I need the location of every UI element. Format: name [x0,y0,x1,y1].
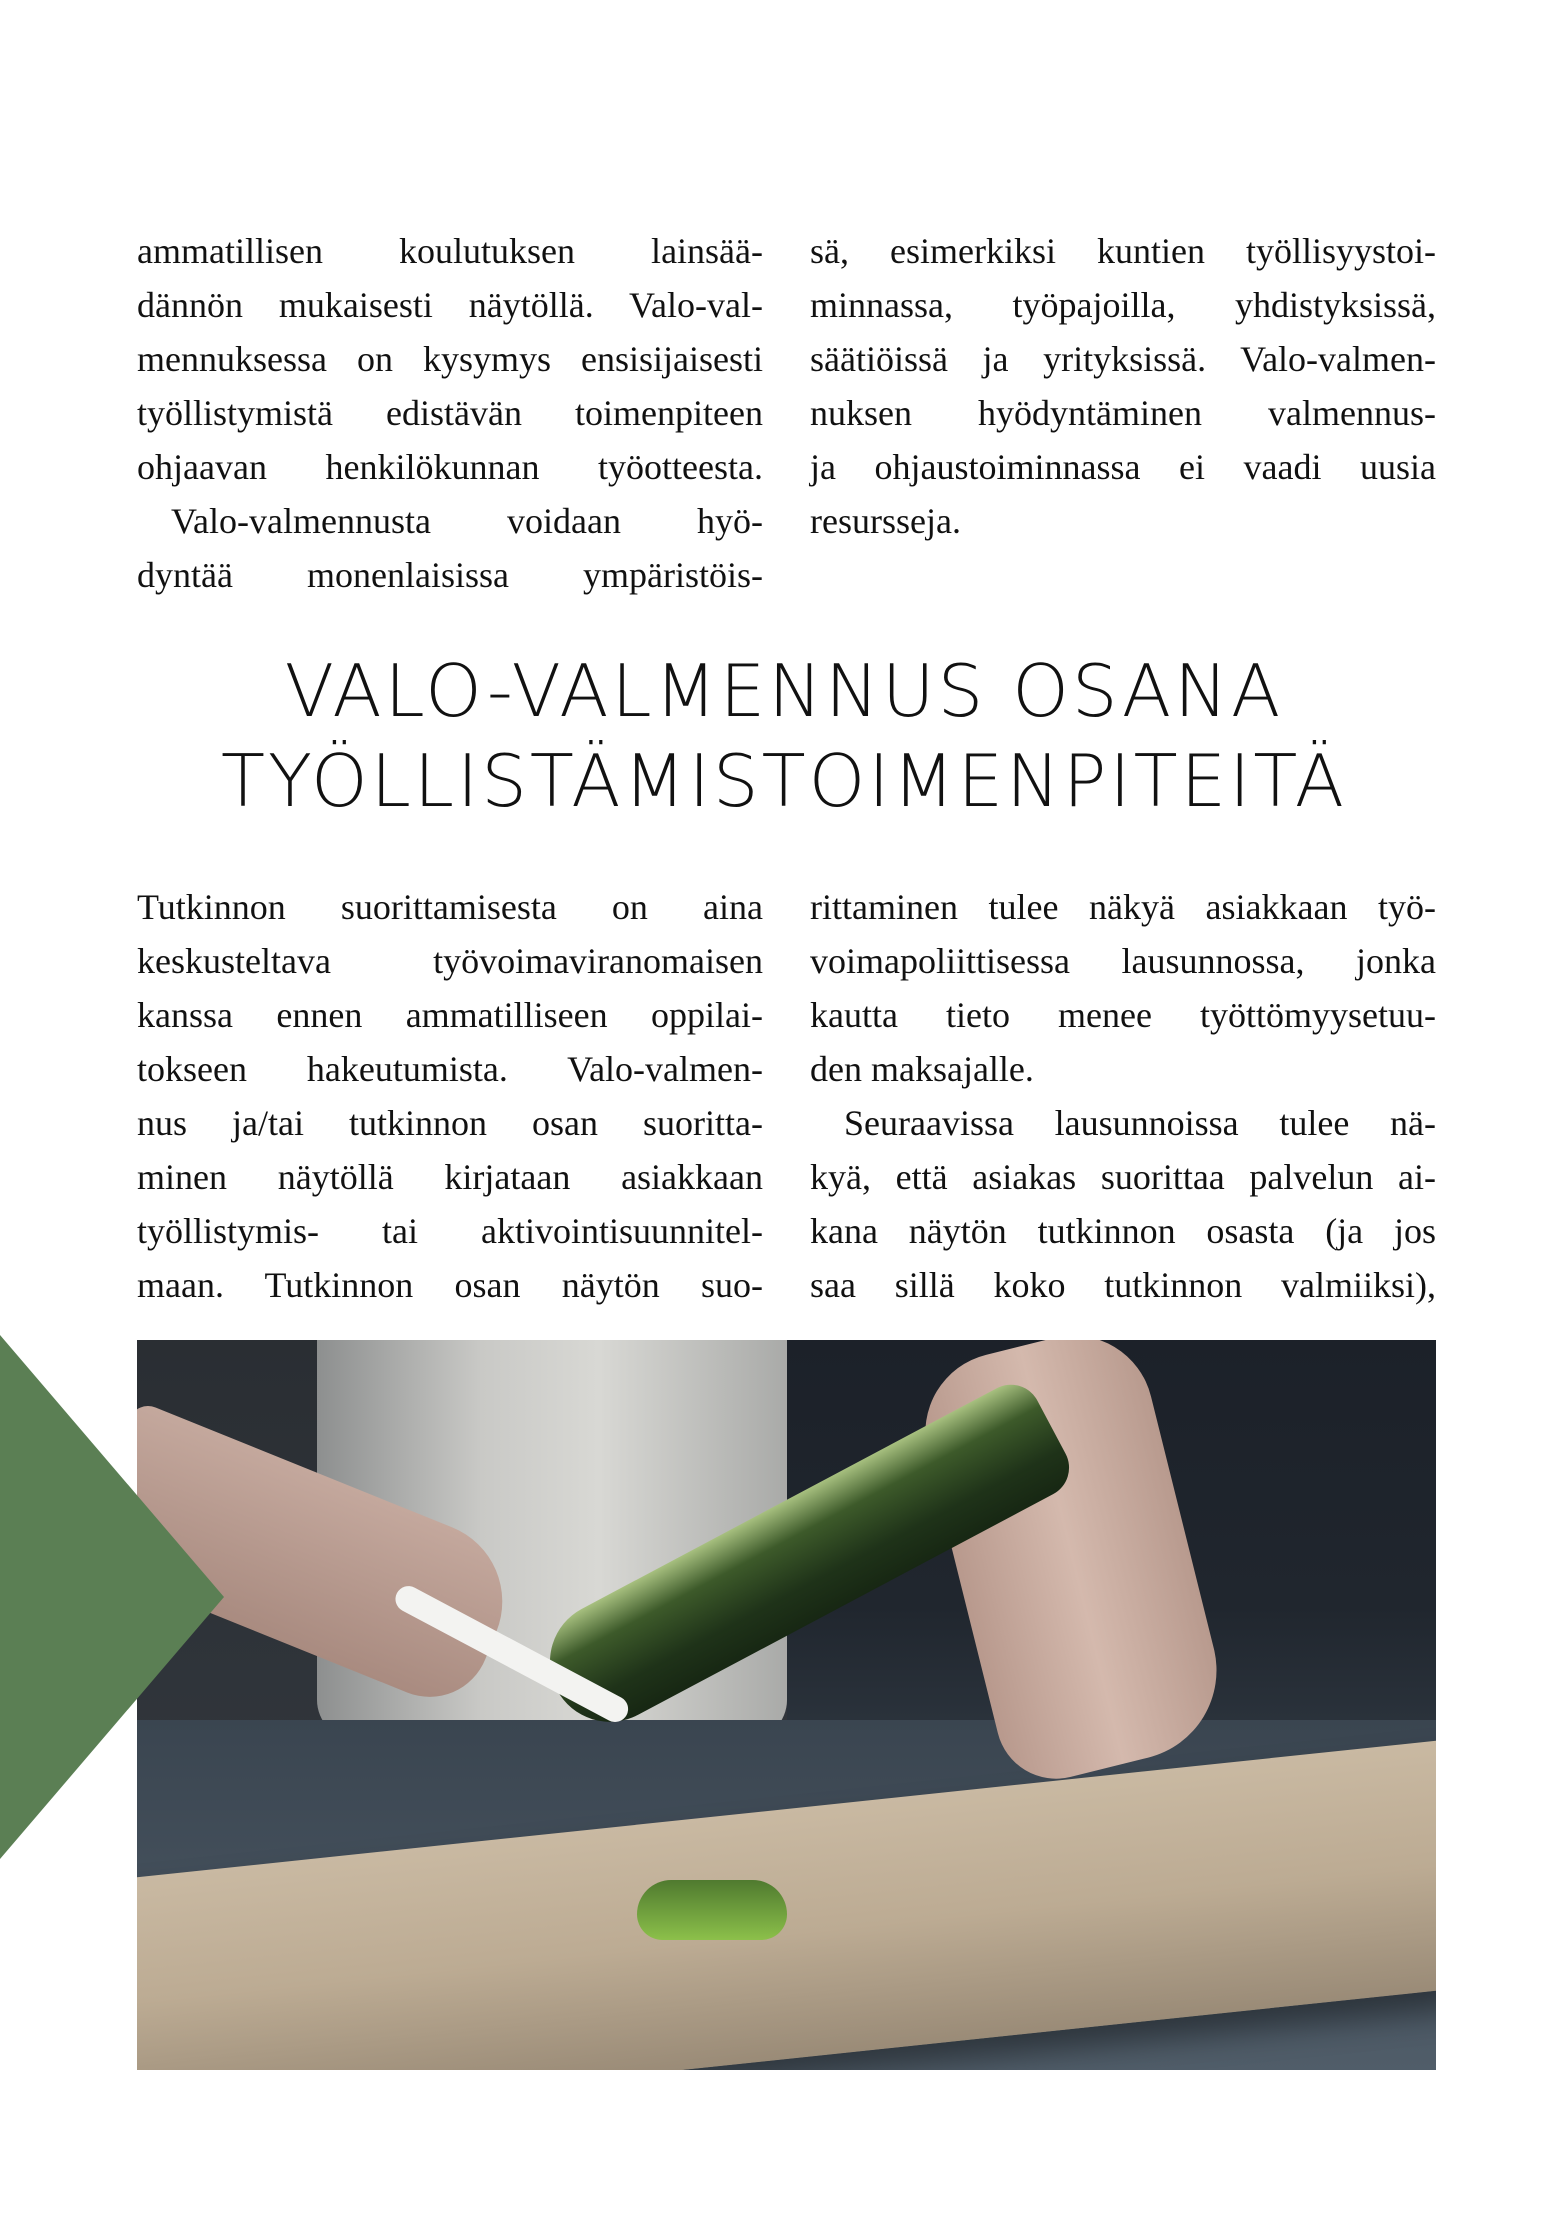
text-line: työllistymis- tai aktivointisuunnitel- [137,1211,763,1251]
text-line: dyntää monenlaisissa ympäristöis- [137,555,763,595]
bottom-right-column [810,880,1436,1312]
bottom-left-column [137,880,763,1312]
text-line: nuksen hyödyntäminen valmennus- [810,393,1436,433]
photo-zucchini-peel [637,1880,787,1940]
text-line: ja ohjaustoiminnassa ei vaadi uusia [810,447,1436,487]
text-line: resursseja. [810,501,961,541]
text-line: nus ja/tai tutkinnon osan suoritta- [137,1103,763,1143]
text-line: kautta tieto menee työttömyysetuu- [810,995,1436,1035]
text-line: maan. Tutkinnon osan näytön suo- [137,1265,763,1305]
text-line: dännön mukaisesti näytöllä. Valo-val- [137,285,763,325]
text-line: saa sillä koko tutkinnon valmiiksi), [810,1265,1436,1305]
text-line: sä, esimerkiksi kuntien työllisyystoi- [810,231,1436,271]
text-line: Tutkinnon suorittamisesta on aina [137,887,763,927]
section-heading [0,646,1568,826]
zucchini-peeling-photo [137,1340,1436,2070]
text-line: Seuraavissa lausunnoissa tulee nä- [844,1103,1436,1143]
text-line: ammatillisen koulutuksen lainsää- [137,231,763,271]
text-line: työllistymistä edistävän toimenpiteen [137,393,763,433]
heading-line-1: VALO-VALMENNUS OSANA [284,649,1284,733]
text-line: tokseen hakeutumista. Valo-valmen- [137,1049,763,1089]
top-right-column [810,224,1436,548]
text-line: rittaminen tulee näkyä asiakkaan työ- [810,887,1436,927]
text-line: kana näytön tutkinnon osasta (ja jos [810,1211,1436,1251]
text-line: den maksajalle. [810,1049,1034,1089]
text-line: keskusteltava työvoimaviranomaisen [137,941,763,981]
text-line: voimapoliittisessa lausunnossa, jonka [810,941,1436,981]
text-line: Valo-valmennusta voidaan hyö- [171,501,763,541]
text-line: kyä, että asiakas suorittaa palvelun ai- [810,1157,1436,1197]
text-line: mennuksessa on kysymys ensisijaisesti [137,339,763,379]
text-line: kanssa ennen ammatilliseen oppilai- [137,995,763,1035]
text-line: ohjaavan henkilökunnan työotteesta. [137,447,763,487]
text-line: minen näytöllä kirjataan asiakkaan [137,1157,763,1197]
heading-line-2: TYÖLLISTÄMISTOIMENPITEITÄ [221,739,1347,823]
text-line: säätiöissä ja yrityksissä. Valo-valmen- [810,339,1436,379]
top-left-column [137,224,763,602]
text-line: minnassa, työpajoilla, yhdistyksissä, [810,285,1436,325]
